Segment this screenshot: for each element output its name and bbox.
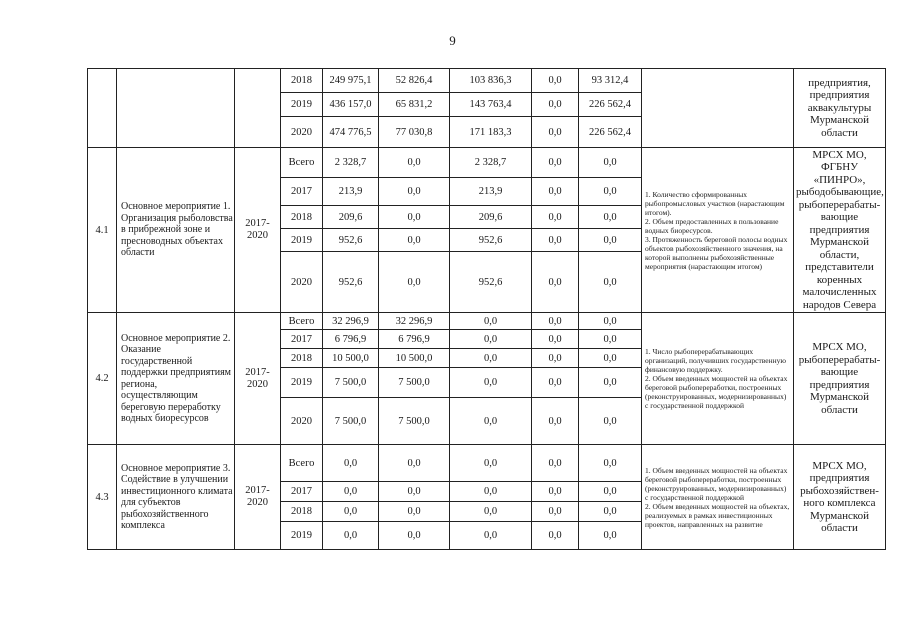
value-cell: 0,0	[532, 445, 579, 482]
measure-number: 4.3	[88, 445, 117, 550]
value-cell: 0,0	[532, 368, 579, 398]
value-cell: 7 500,0	[323, 398, 379, 445]
value-cell: 143 763,4	[450, 93, 532, 117]
value-cell: 0,0	[379, 252, 450, 313]
value-cell: 0,0	[450, 398, 532, 445]
value-cell: 952,6	[323, 252, 379, 313]
value-cell: 0,0	[379, 482, 450, 502]
value-cell: 0,0	[379, 148, 450, 178]
value-cell: 0,0	[379, 445, 450, 482]
year-cell: Всего	[281, 313, 323, 330]
year-cell: 2017	[281, 482, 323, 502]
measure-number-cell	[88, 69, 117, 148]
year-cell: 2020	[281, 252, 323, 313]
measure-term: 2017-2020	[235, 313, 281, 445]
year-cell: Всего	[281, 148, 323, 178]
value-cell: 0,0	[579, 368, 642, 398]
value-cell: 0,0	[532, 349, 579, 368]
value-cell: 0,0	[532, 398, 579, 445]
table-body	[88, 69, 886, 550]
indicators-cell	[642, 69, 794, 148]
value-cell: 10 500,0	[379, 349, 450, 368]
value-cell: 7 500,0	[323, 368, 379, 398]
value-cell: 0,0	[579, 148, 642, 178]
table-row	[88, 445, 886, 482]
value-cell: 0,0	[379, 178, 450, 206]
year-cell: 2020	[281, 398, 323, 445]
table-row	[88, 69, 886, 93]
value-cell: 0,0	[450, 349, 532, 368]
year-cell: 2019	[281, 368, 323, 398]
value-cell: 7 500,0	[379, 398, 450, 445]
value-cell: 0,0	[579, 445, 642, 482]
value-cell: 0,0	[532, 482, 579, 502]
indicator-item: 1. Количество сформированных рыбопромысловых участков (нарастающим итогом).	[645, 189, 785, 217]
value-cell: 10 500,0	[323, 349, 379, 368]
value-cell: 474 776,5	[323, 117, 379, 148]
value-cell: 52 826,4	[379, 69, 450, 93]
executor-cell: предприятия, предприятия аквакультуры Мурманской области	[794, 69, 886, 148]
value-cell: 213,9	[323, 178, 379, 206]
year-cell: Всего	[281, 445, 323, 482]
value-cell: 0,0	[579, 313, 642, 330]
value-cell: 0,0	[579, 330, 642, 349]
value-cell: 0,0	[579, 206, 642, 229]
measure-name: Основное мероприятие 1. Организация рыболовства в прибрежной зоне и пресноводных объектах области	[117, 148, 235, 313]
value-cell: 0,0	[323, 522, 379, 550]
value-cell: 6 796,9	[379, 330, 450, 349]
measure-term: 2017-2020	[235, 148, 281, 313]
year-cell: 2017	[281, 178, 323, 206]
value-cell: 0,0	[579, 229, 642, 252]
table-row	[88, 313, 886, 330]
year-cell: 2018	[281, 502, 323, 522]
value-cell: 0,0	[450, 502, 532, 522]
value-cell: 0,0	[532, 93, 579, 117]
value-cell: 0,0	[450, 330, 532, 349]
value-cell: 32 296,9	[323, 313, 379, 330]
year-cell: 2020	[281, 117, 323, 148]
value-cell: 0,0	[579, 502, 642, 522]
value-cell: 249 975,1	[323, 69, 379, 93]
value-cell: 952,6	[323, 229, 379, 252]
value-cell: 65 831,2	[379, 93, 450, 117]
value-cell: 226 562,4	[579, 93, 642, 117]
value-cell: 2 328,7	[323, 148, 379, 178]
value-cell: 0,0	[532, 229, 579, 252]
value-cell: 0,0	[379, 206, 450, 229]
measure-indicators	[642, 148, 794, 313]
year-cell: 2017	[281, 330, 323, 349]
value-cell: 0,0	[450, 313, 532, 330]
measure-name: Основное мероприятие 3. Содействие в улучшении инвестиционного климата для субъектов рыбохозяйственного комплекса	[117, 445, 235, 550]
value-cell: 2 328,7	[450, 148, 532, 178]
indicator-item: 3. Протяженность береговой полосы водных объектов рыбохозяйственного значения, на которой выполнены рыбохозяйственные мероприятия (нарастающим итогом)	[645, 234, 788, 271]
value-cell: 952,6	[450, 252, 532, 313]
value-cell: 6 796,9	[323, 330, 379, 349]
value-cell: 0,0	[450, 482, 532, 502]
value-cell: 0,0	[450, 522, 532, 550]
program-measures-table	[87, 68, 886, 550]
value-cell: 32 296,9	[379, 313, 450, 330]
value-cell: 436 157,0	[323, 93, 379, 117]
year-cell: 2019	[281, 93, 323, 117]
value-cell: 0,0	[579, 398, 642, 445]
value-cell: 171 183,3	[450, 117, 532, 148]
measure-name: Основное мероприятие 2. Оказание государственной поддержки предприятиям региона, осуществляющим береговую переработку водных биоресурсов	[117, 313, 235, 445]
value-cell: 0,0	[379, 502, 450, 522]
value-cell: 0,0	[532, 117, 579, 148]
value-cell: 0,0	[532, 206, 579, 229]
year-cell: 2018	[281, 349, 323, 368]
value-cell: 103 836,3	[450, 69, 532, 93]
value-cell: 0,0	[323, 445, 379, 482]
value-cell: 0,0	[379, 229, 450, 252]
year-cell: 2018	[281, 206, 323, 229]
value-cell: 0,0	[579, 349, 642, 368]
indicator-item: 2. Объем предоставленных в пользование водных биоресурсов.	[645, 216, 779, 235]
value-cell: 0,0	[532, 502, 579, 522]
value-cell: 0,0	[579, 482, 642, 502]
value-cell: 0,0	[450, 445, 532, 482]
value-cell: 0,0	[379, 522, 450, 550]
value-cell: 209,6	[323, 206, 379, 229]
term-cell	[235, 69, 281, 148]
page-number: 9	[449, 33, 456, 48]
indicator-item: 2. Объем введенных мощностей на объектах береговой рыбопереработки, построенных (реконструированных, модернизированных) с государственной поддержкой	[645, 374, 788, 410]
value-cell: 0,0	[532, 313, 579, 330]
measure-indicators	[642, 445, 794, 550]
value-cell: 213,9	[450, 178, 532, 206]
year-cell: 2019	[281, 522, 323, 550]
measure-indicators	[642, 313, 794, 445]
year-cell: 2018	[281, 69, 323, 93]
measure-term: 2017-2020	[235, 445, 281, 550]
indicator-item: 1. Объем введенных мощностей на объектах береговой рыбопереработки, построенных (реконструированных, модернизированных) с государственной поддержкой	[645, 465, 788, 502]
value-cell: 0,0	[323, 482, 379, 502]
value-cell: 0,0	[532, 69, 579, 93]
value-cell: 0,0	[323, 502, 379, 522]
value-cell: 0,0	[532, 148, 579, 178]
value-cell: 7 500,0	[379, 368, 450, 398]
value-cell: 0,0	[450, 368, 532, 398]
value-cell: 952,6	[450, 229, 532, 252]
value-cell: 0,0	[579, 522, 642, 550]
measure-number: 4.2	[88, 313, 117, 445]
value-cell: 0,0	[579, 252, 642, 313]
value-cell: 0,0	[532, 522, 579, 550]
measure-executor: МРСХ МО, рыбоперерабаты-вающие предприятия Мурманской области	[794, 313, 886, 445]
value-cell: 209,6	[450, 206, 532, 229]
value-cell: 0,0	[579, 178, 642, 206]
value-cell: 0,0	[532, 330, 579, 349]
table-row	[88, 148, 886, 178]
indicator-item: 2. Объем введенных мощностей на объектах, реализуемых в рамках инвестиционных проектов, направленных на развитие	[645, 501, 790, 529]
year-cell: 2019	[281, 229, 323, 252]
value-cell: 0,0	[532, 178, 579, 206]
value-cell: 226 562,4	[579, 117, 642, 148]
measure-number: 4.1	[88, 148, 117, 313]
measure-executor: МРСХ МО, предприятия рыбохозяйствен-ного комплекса Мурманской области	[794, 445, 886, 550]
indicator-item: 1. Число рыбоперерабатывающих организаций, получивших государственную финансовую поддержку.	[645, 347, 786, 374]
value-cell: 93 312,4	[579, 69, 642, 93]
value-cell: 77 030,8	[379, 117, 450, 148]
value-cell: 0,0	[532, 252, 579, 313]
measure-name-cell	[117, 69, 235, 148]
measure-executor: МРСХ МО, ФГБНУ «ПИНРО», рыбодобывающие, рыбоперерабаты-вающие предприятия Мурманской области, представители коренных малочисленных народов Севера	[794, 148, 886, 313]
